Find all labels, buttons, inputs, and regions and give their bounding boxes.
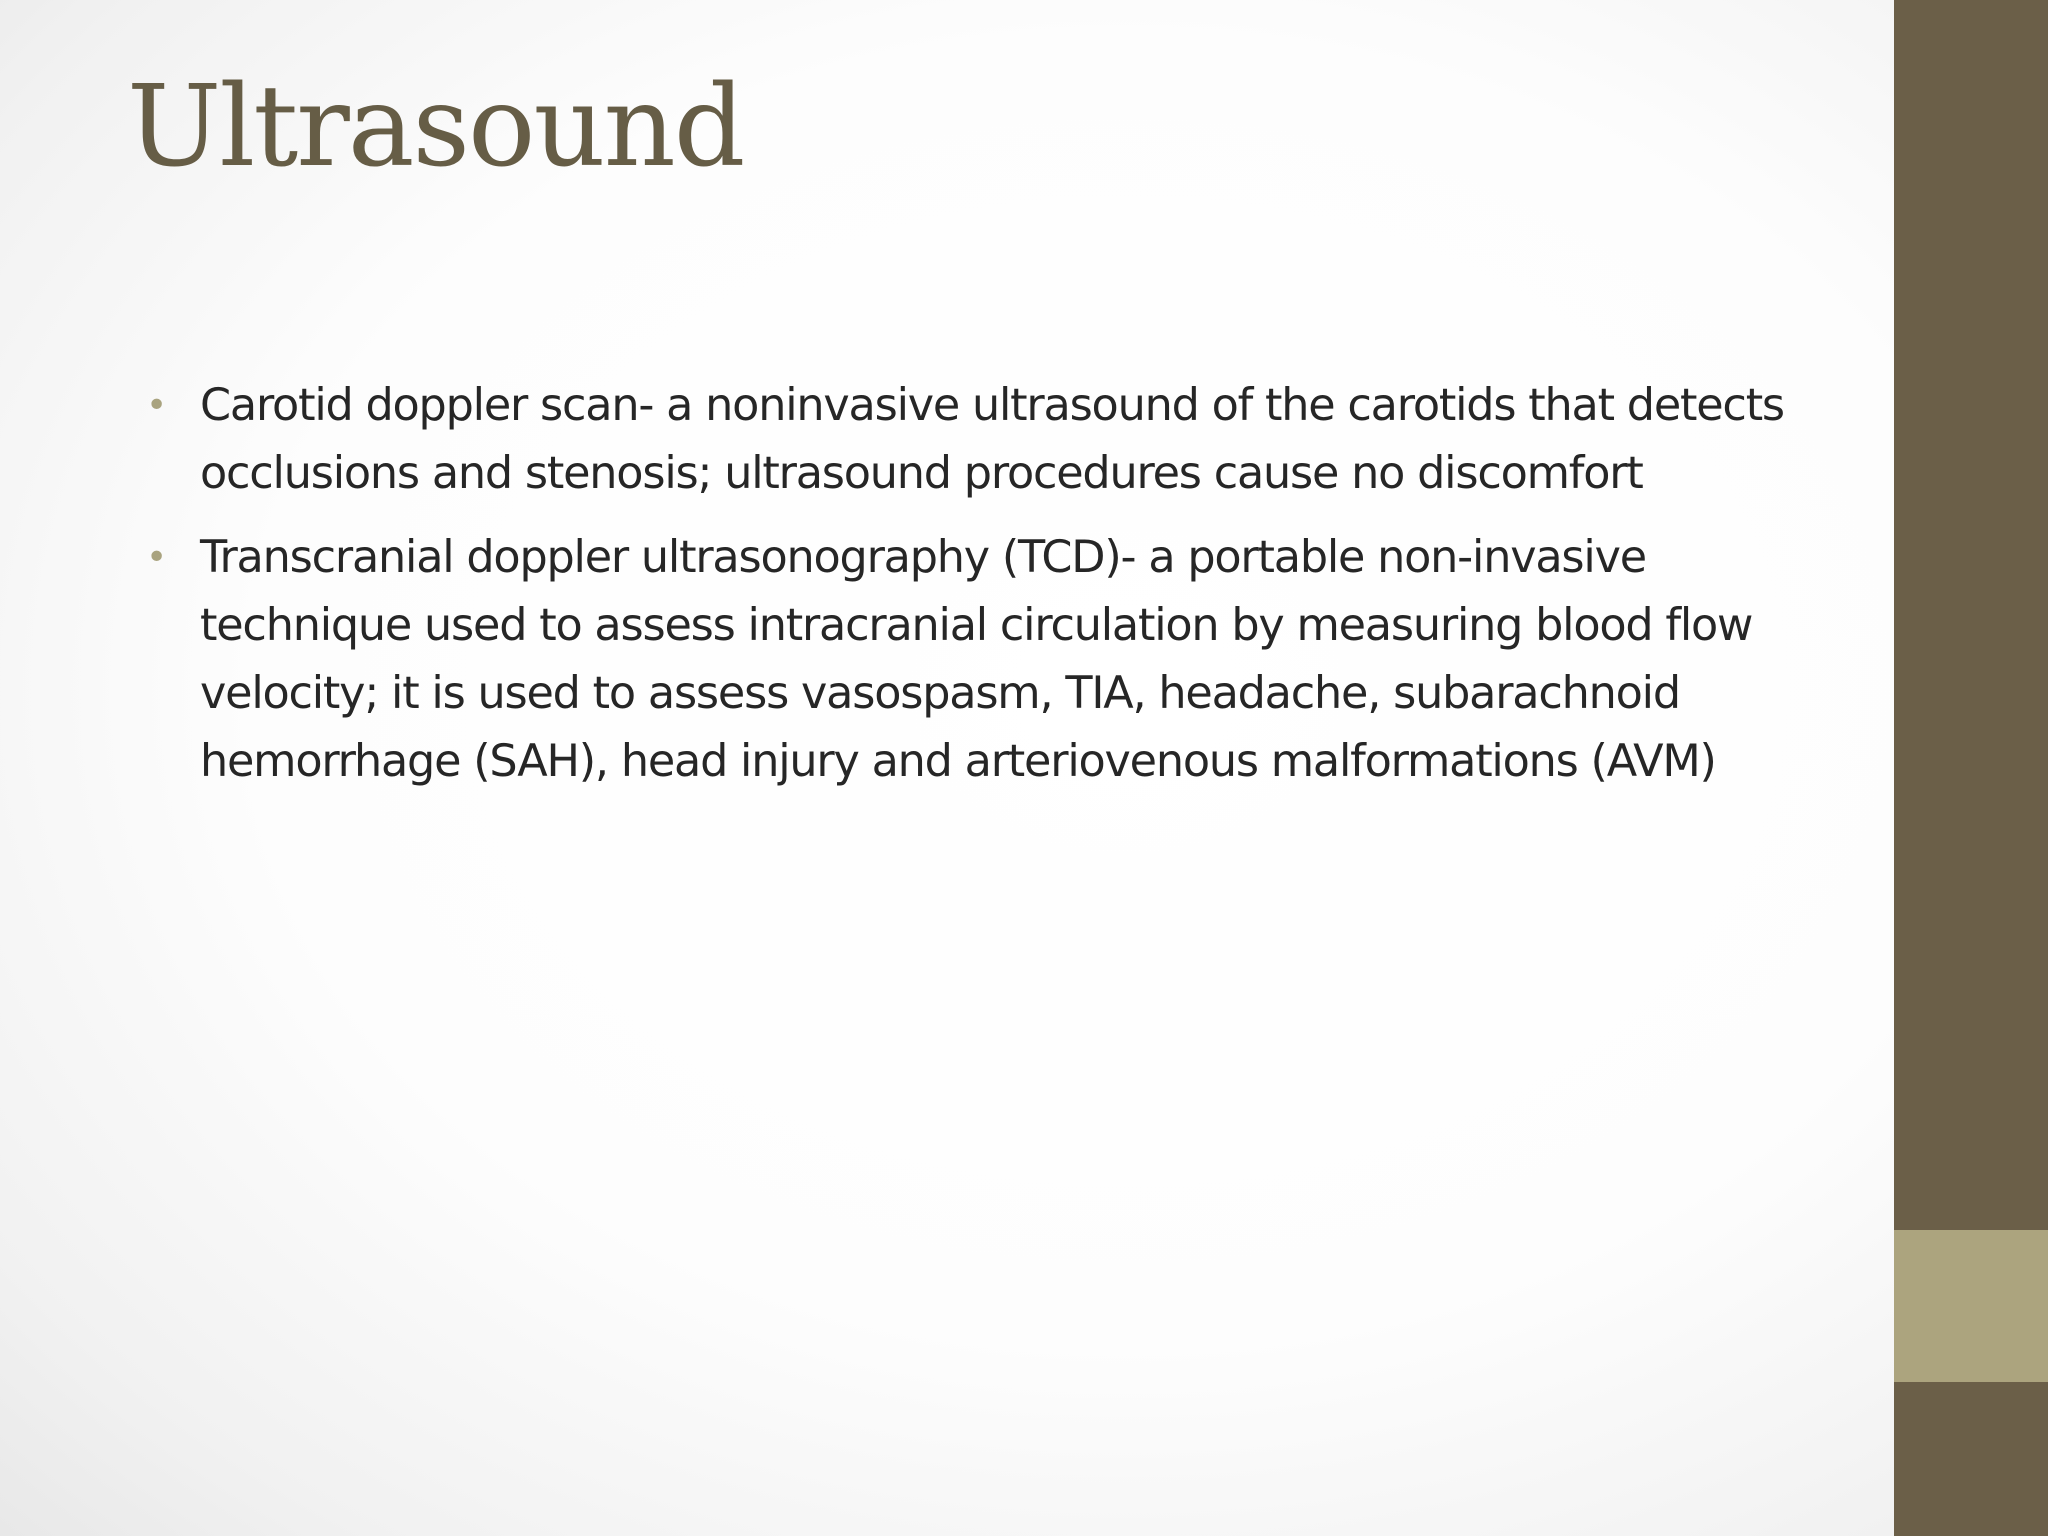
bullet-item-carotid	[146, 372, 1806, 508]
bullet-dot-icon: •	[146, 537, 167, 578]
bullet-text: Carotid doppler scan- a noninvasive ultrasound of the carotids that detects occlusions and stenosis; ultrasound procedures cause no discomfort	[200, 380, 1784, 499]
bullet-text: Transcranial doppler ultrasonography (TCD)- a portable non-invasive technique used to assess intracranial circulation by measuring blood flow velocity; it is used to assess vasospasm, TIA, headache, subarachnoid hemorrhage (SAH), head injury and arteriovenous malformations (AVM)	[200, 532, 1753, 787]
bullet-dot-icon: •	[146, 385, 167, 426]
slide-title: Ultrasound	[127, 62, 744, 192]
bullet-item-tcd	[146, 524, 1806, 796]
bullet-list	[146, 372, 1806, 812]
side-accent-block	[1894, 1230, 2048, 1382]
